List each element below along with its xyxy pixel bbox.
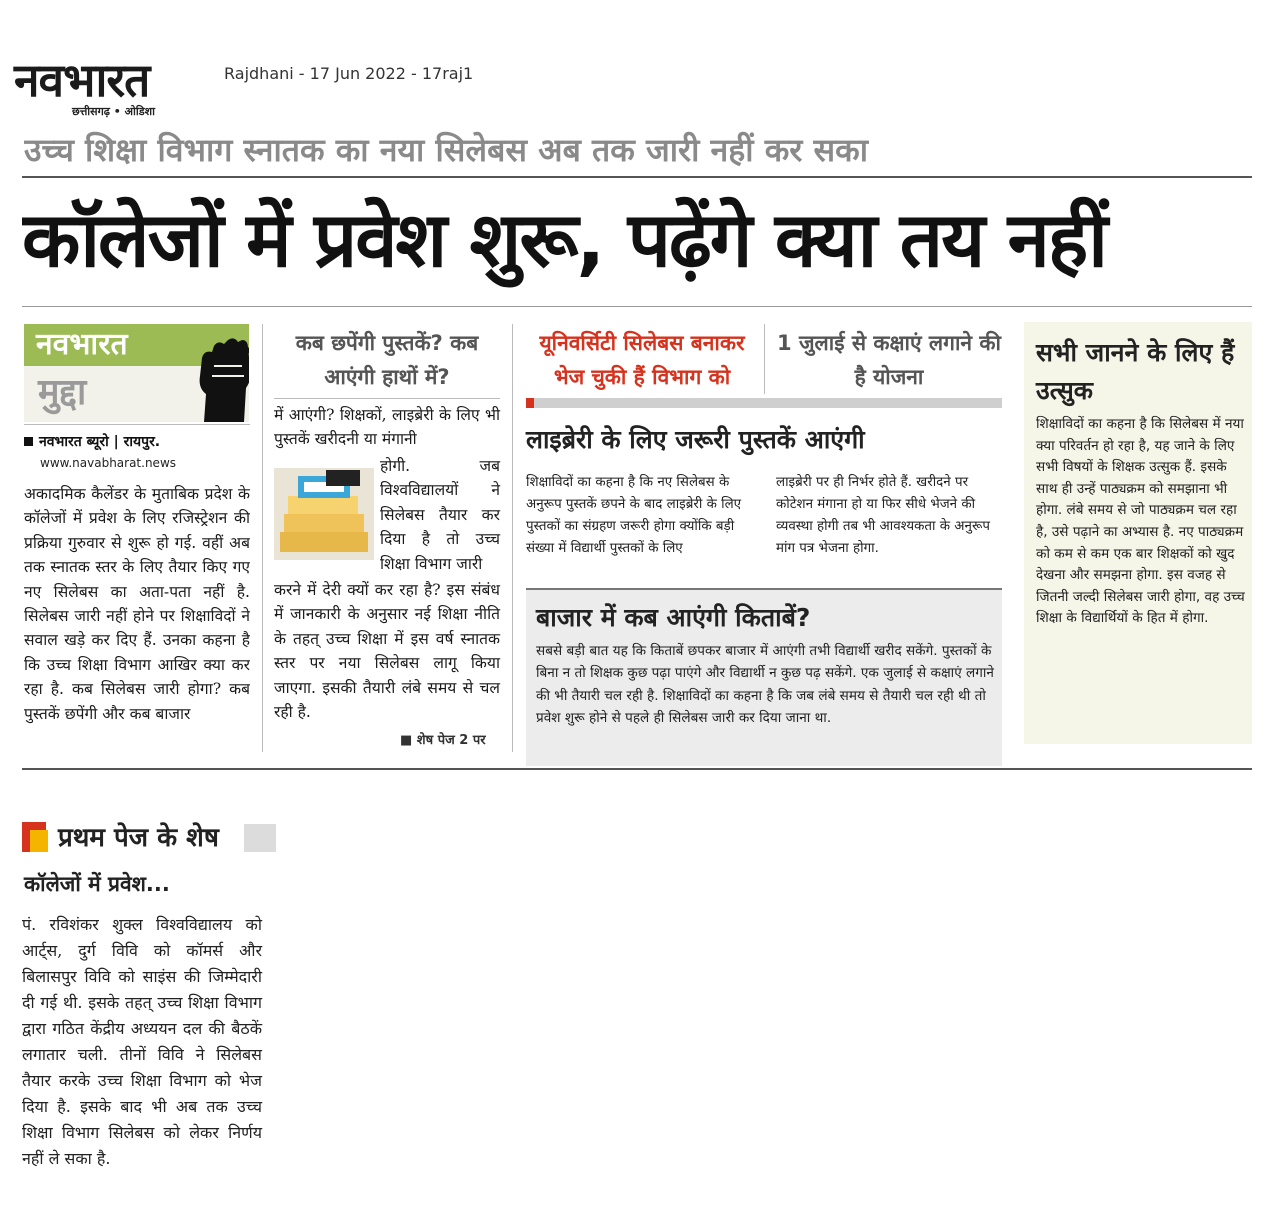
logo-subtitle: छत्तीसगढ़ • ओडिशा (72, 105, 155, 118)
market-headline: बाजार में कब आएंगी किताबें? (536, 603, 811, 632)
library-text-a: शिक्षाविदों का कहना है कि नए सिलेबस के अनुरूप पुस्तकें छपने के बाद लाइब्रेरी के लिए पुस्तकों का संग्रहण जरूरी होगा क्योंकि बड़ी संख्या में विद्यार्थी पुस्तकों के लिए (526, 475, 742, 556)
sidebar-headline: सभी जानने के लिए हैं उत्सुक (1036, 338, 1235, 405)
byline-brand: नवभारत ब्यूरो (39, 434, 109, 450)
kicker-headline: उच्च शिक्षा विभाग स्नातक का नया सिलेबस अब तक जारी नहीं कर सका (24, 131, 868, 169)
market-divider (526, 588, 1002, 590)
column-divider-1 (262, 324, 263, 752)
divider-headline (22, 306, 1252, 307)
library-text-b: लाइब्रेरी पर ही निर्भर होते हैं. खरीदने पर कोटेशन मंगाना हो या फिर सीधे भेजने की व्यवस्था होगी तब भी आवश्यकता के अनुरूप मांग पत्र भेजना होगा. (776, 475, 990, 556)
article-col1-text: अकादमिक कैलेंडर के मुताबिक प्रदेश के कॉलेजों में प्रवेश के लिए रजिस्ट्रेशन की प्रक्रिया गुरुवार से शुरू हो गई. वहीं अब तक स्नातक स्तर के लिए तैयार किए गए नए सिलेबस का अता-पता नहीं है. सिलेबस जारी नहीं होने पर शिक्षाविदों ने सवाल खड़े कर दिए हैं. उनका कहना है कि उच्च शिक्षा विभाग आखिर क्या कर रहा है. कब सिलेबस जारी होगा? कब पुस्तकें छपेंगी और कब बाजार (24, 485, 250, 723)
mudda-divider (24, 424, 250, 425)
mudda-brand: नवभारत (36, 327, 128, 362)
byline-city: रायपुर. (123, 434, 161, 450)
divider-top (22, 176, 1252, 178)
newspaper-logo: नवभारत (14, 53, 150, 107)
subhead-july-classes: 1 जुलाई से कक्षाएं लगाने की है योजना (777, 331, 1001, 389)
edition-info: Rajdhani - 17 Jun 2022 - 17raj1 (224, 64, 474, 83)
subhead-books-printing: कब छपेंगी पुस्तकें? कब आएंगी हाथों में? (295, 331, 479, 389)
library-headline: लाइब्रेरी के लिए जरूरी पुस्तकें आएंगी (526, 425, 865, 454)
continuation-text: पं. रविशंकर शुक्ल विश्वविद्यालय को आर्ट्स, दुर्ग विवि को कॉमर्स और बिलासपुर विवि को साइंस की जिम्मेदारी दी गई थी. इसके तहत् उच्च शिक्षा विभाग द्वारा गठित केंद्रीय अध्ययन दल की बैठकें लगातार चली. तीनों विवि ने सिलेबस तैयार करके उच्च शिक्षा विभाग को भेज दिया है. इसके बाद भी अब तक उच्च शिक्षा विभाग सिलेबस को लेकर निर्णय नहीं ले सका है. (22, 915, 262, 1168)
col2-bottom-text: करने में देरी क्यों कर रहा है? इस संबंध में जानकारी के अनुसार नई शिक्षा नीति के तहत् उच्च शिक्षा में इस वर्ष स्नातक स्तर पर नया सिलेबस लागू किया जाएगा. इसकी तैयारी लंबे समय से चल रही है. (274, 581, 500, 722)
column-divider-2 (512, 324, 513, 752)
mudda-box (24, 324, 249, 422)
col2-divider (274, 398, 500, 399)
books-stack-image (274, 468, 374, 560)
continuation-grey-block (244, 824, 276, 852)
byline: नवभारत ब्यूरो | रायपुर. (24, 432, 160, 451)
raised-fist-icon (184, 336, 249, 422)
market-text: सबसे बड़ी बात यह कि किताबें छपकर बाजार में आएंगी तभी विद्यार्थी खरीद सकेंगे. पुस्तकों के बिना न तो शिक्षक कुछ पढ़ा पाएंगे और विद्यार्थी न कुछ पढ़ सकेंगे. एक जुलाई से कक्षाएं लगाने की भी तैयारी चल रही है. शिक्षाविदों का कहना है कि जब लंबे समय से तैयारी चल रही थी तो प्रवेश शुरू होने से पहले ही सिलेबस जारी कर दिया जाना था. (536, 643, 994, 727)
center-bar-accent (526, 398, 534, 408)
main-headline: कॉलेजों में प्रवेश शुरू, पढ़ेंगे क्या तय नहीं (22, 195, 1106, 284)
subhead-university-syllabus: यूनिवर्सिटी सिलेबस बनाकर भेज चुकी हैं विभाग को (539, 331, 745, 389)
col2-top-text: में आएंगी? शिक्षकों, लाइब्रेरी के लिए भी पुस्तकें खरीदनी या मंगानी (274, 406, 500, 449)
divider-bottom (22, 768, 1252, 770)
column-divider-3 (764, 324, 765, 394)
continuation-subhead: कॉलेजों में प्रवेश... (24, 872, 170, 896)
sidebar-text: शिक्षाविदों का कहना है कि सिलेबस में नया क्या परिवर्तन हो रहा है, यह जाने के लिए सभी विषयों के शिक्षक उत्सुक हैं. इसके साथ ही उन्हें पाठ्यक्रम को समझाना भी होगा. लंबे समय से जो पाठ्यक्रम चल रहा है, उसे पढ़ाने का अभ्यास है. नए पाठ्यक्रम को कम से कम एक बार शिक्षकों को खुद देखना और समझना होगा. इस वजह से जितनी जल्दी सिलेबस जारी होगा, वह उच्च शिक्षा के विद्यार्थियों के हित में होगा. (1036, 416, 1245, 627)
mudda-word: मुद्दा (38, 372, 87, 413)
center-bar (526, 398, 1002, 408)
continuation-title: प्रथम पेज के शेष (58, 823, 219, 853)
website-link[interactable]: www.navabharat.news (40, 456, 177, 470)
bullet-square-icon (24, 437, 33, 446)
continuation-square-yellow (30, 830, 48, 852)
col2-wrap-text: होगी. जब विश्वविद्यालयों ने सिलेबस तैयार कर दिया है तो उच्च शिक्षा विभाग जारी (380, 457, 500, 573)
continued-on-page-2[interactable]: ■ शेष पेज 2 पर (400, 733, 486, 748)
